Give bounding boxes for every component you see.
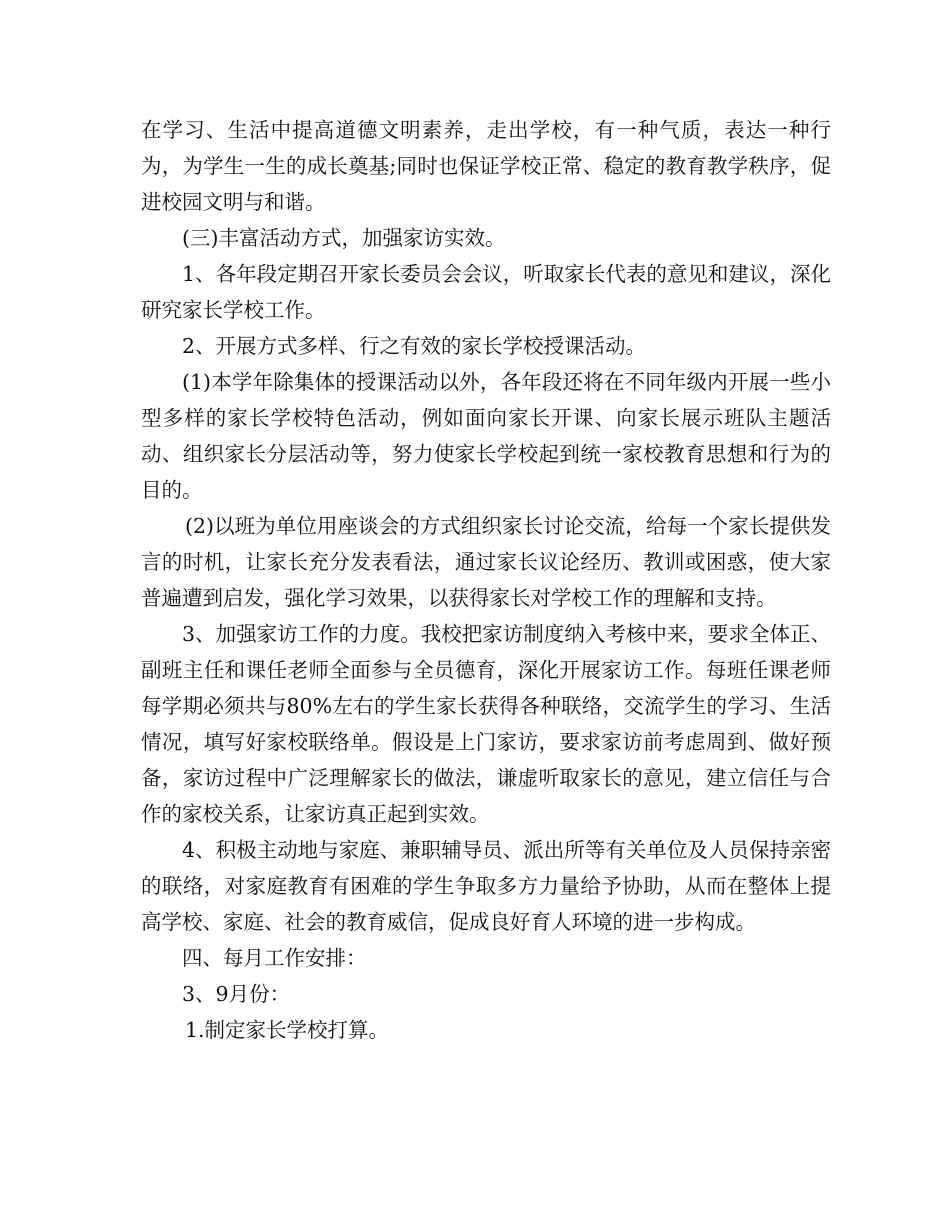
month-heading: 3、9月份：	[182, 982, 291, 1006]
task-item: 1.制定家长学校打算。	[185, 1018, 390, 1042]
section-heading-activities: (三)丰富活动方式，加强家访实效。	[182, 226, 506, 250]
paragraph-subitem-1: (1)本学年除集体的授课活动以外，各年段还将在不同年级内开展一些小型多样的家长学校特色活动，例如面向家长开课、向家长展示班队主题活动、组织家长分层活动等，努力使家长学校起到统一家校教育思想和行为的目的。	[141, 370, 831, 502]
paragraph-item-2: 2、开展方式多样、行之有效的家长学校授课活动。	[182, 334, 647, 358]
paragraph-item-1: 1、各年段定期召开家长委员会会议，听取家长代表的意见和建议，深化研究家长学校工作。	[141, 262, 831, 322]
paragraph-continuation: 在学习、生活中提高道德文明素养，走出学校，有一种气质，表达一种行为，为学生一生的成长奠基;同时也保证学校正常、稳定的教育教学秩序，促进校园文明与和谐。	[141, 118, 831, 214]
section-heading-monthly: 四、每月工作安排：	[182, 946, 367, 970]
paragraph-subitem-2: (2)以班为单位用座谈会的方式组织家长讨论交流，给每一个家长提供发言的时机，让家长充分发表看法，通过家长议论经历、教训或困惑，使大家普遍遭到启发，强化学习效果，以获得家长对学校工作的理解和支持。	[141, 514, 831, 610]
paragraph-item-4: 4、积极主动地与家庭、兼职辅导员、派出所等有关单位及人员保持亲密的联络，对家庭教育有困难的学生争取多方力量给予协助，从而在整体上提高学校、家庭、社会的教育威信，促成良好育人环境的进一步构成。	[141, 838, 831, 934]
paragraph-item-3: 3、加强家访工作的力度。我校把家访制度纳入考核中来，要求全体正、副班主任和课任老师全面参与全员德育，深化开展家访工作。每班任课老师每学期必须共与80%左右的学生家长获得各种联络，交流学生的学习、生活情况，填写好家校联络单。假设是上门家访，要求家访前考虑周到、做好预备，家访过程中广泛理解家长的做法，谦虚听取家长的意见，建立信任与合作的家校关系，让家访真正起到实效。	[141, 622, 831, 826]
document-page	[141, 112, 831, 1048]
